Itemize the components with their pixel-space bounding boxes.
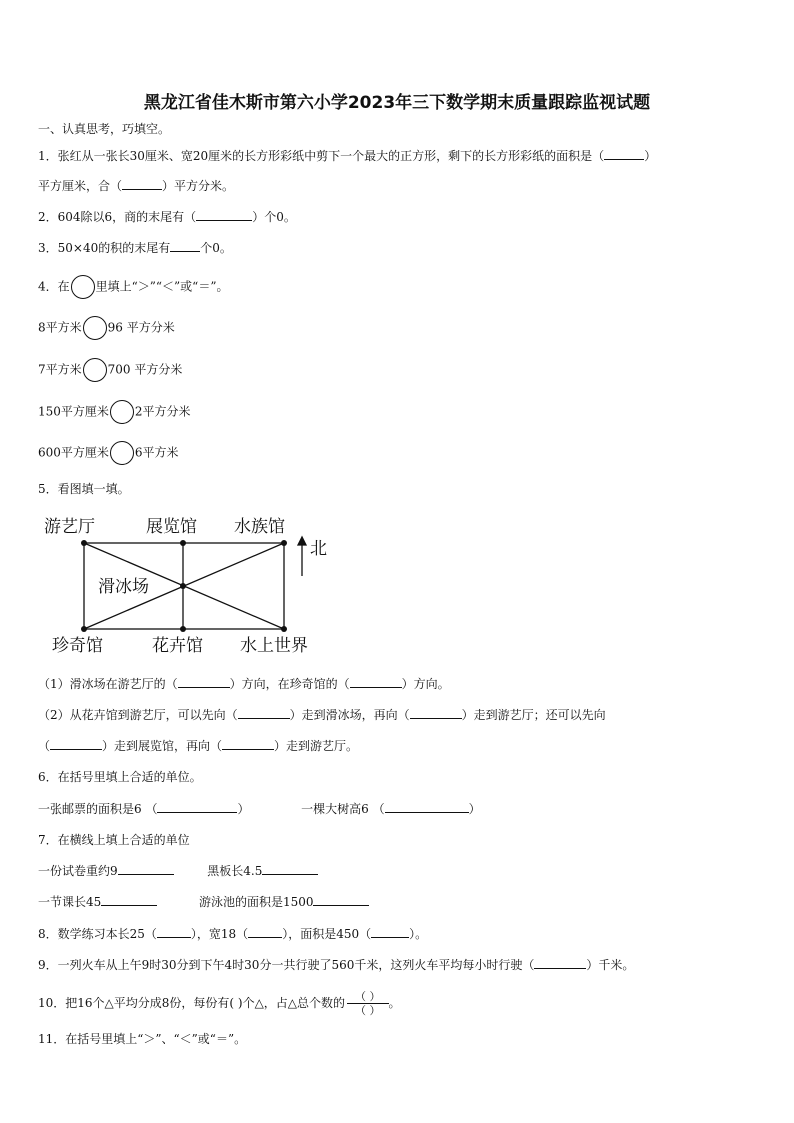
sub-2-text-end: ）走到游艺厅；还可以先向 <box>461 708 606 722</box>
compare-circle[interactable] <box>83 358 107 382</box>
map-point <box>281 626 287 632</box>
answer-blank[interactable] <box>350 676 402 688</box>
compare-left: 7平方米 <box>38 362 82 377</box>
question-2 <box>38 209 296 225</box>
question-4 <box>38 275 228 299</box>
fraction-answer[interactable] <box>347 990 389 1017</box>
compare-left: 8平方米 <box>38 320 82 335</box>
map-label-top-right: 水族馆 <box>234 517 285 537</box>
question-2-text-end: ）个0。 <box>252 210 296 224</box>
q7-item-d: 游泳池的面积是1500 <box>198 895 314 909</box>
question-10 <box>38 990 401 1017</box>
sub-2-text-end: ）走到游艺厅。 <box>274 739 359 753</box>
question-3-text: 3．50×40的积的末尾有 <box>38 241 171 255</box>
map-point <box>281 540 287 546</box>
answer-blank[interactable] <box>178 676 230 688</box>
section-heading: 一、认真思考，巧填空。 <box>38 122 171 136</box>
answer-blank[interactable] <box>248 926 282 938</box>
answer-blank[interactable] <box>238 707 290 719</box>
question-1-line-2 <box>38 178 234 194</box>
question-5-sub-1 <box>38 676 450 692</box>
question-1-text: 平方厘米，合（ <box>38 179 123 193</box>
map-label-bottom-middle: 花卉馆 <box>152 636 203 656</box>
question-1-text-end: ） <box>644 149 657 163</box>
question-1-text-end: ）平方分米。 <box>162 179 235 193</box>
question-6: 6．在括号里填上合适的单位。 <box>38 770 202 784</box>
compare-circle[interactable] <box>110 441 134 465</box>
answer-blank[interactable] <box>385 801 469 813</box>
compare-row <box>38 400 191 424</box>
map-label-bottom-right: 水上世界 <box>240 636 308 656</box>
question-7-row-2 <box>38 894 369 910</box>
compare-circle[interactable] <box>71 275 95 299</box>
compare-row <box>38 316 175 340</box>
compare-right: 700 平方分米 <box>107 362 183 377</box>
q6-item-b-end: ） <box>468 802 481 816</box>
q8-text-mid: ），宽18（ <box>190 927 249 941</box>
compare-row <box>38 358 182 382</box>
map-point <box>180 626 186 632</box>
north-arrow-head-icon <box>298 537 306 545</box>
question-9 <box>38 957 634 973</box>
compare-left: 600平方厘米 <box>38 445 109 460</box>
answer-blank[interactable] <box>313 894 369 906</box>
question-1-line-1 <box>38 148 656 164</box>
sub-2-text: （2）从花卉馆到游艺厅，可以先向（ <box>38 708 238 722</box>
map-label-center: 滑冰场 <box>98 577 149 597</box>
question-1-text: 1．张红从一张长30厘米、宽20厘米的长方形彩纸中剪下一个最大的正方形，剩下的长方形彩纸的面积是（ <box>38 149 605 163</box>
question-5: 5．看图填一填。 <box>38 482 130 496</box>
question-6-items <box>38 801 481 817</box>
compare-left: 150平方厘米 <box>38 404 109 419</box>
answer-blank[interactable] <box>101 894 157 906</box>
answer-blank[interactable] <box>534 957 586 969</box>
sub-1-text-mid: ）方向，在珍奇馆的（ <box>229 677 350 691</box>
q7-item-b: 黑板长4.5 <box>207 864 263 878</box>
fraction-denominator: （ ） <box>355 1004 381 1017</box>
answer-blank[interactable] <box>604 148 644 160</box>
question-3-text-end: 个0。 <box>200 241 232 255</box>
question-7-row-1 <box>38 863 318 879</box>
question-3 <box>38 240 232 256</box>
map-point <box>81 626 87 632</box>
sub-2-text-mid: ）走到滑冰场，再向（ <box>289 708 410 722</box>
fraction-numerator: （ ） <box>347 990 389 1004</box>
compare-circle[interactable] <box>83 316 107 340</box>
q7-item-c: 一节课长45 <box>38 895 102 909</box>
q9-text-end: ）千米。 <box>586 958 635 972</box>
sub-2-text-mid: ）走到展览馆，再向（ <box>102 739 223 753</box>
q10-text: 10．把16个△平均分成8份，每份有( )个△，占△总个数的 <box>38 996 346 1010</box>
compare-row <box>38 441 179 465</box>
page-title: 黑龙江省佳木斯市第六小学2023年三下数学期末质量跟踪监视试题 <box>143 93 651 113</box>
compare-right: 6平方米 <box>134 445 179 460</box>
map-label-top-left: 游艺厅 <box>44 517 95 537</box>
q8-text-mid: ），面积是450（ <box>282 927 372 941</box>
answer-blank[interactable] <box>157 926 191 938</box>
question-5-sub-2 <box>38 707 606 723</box>
question-11: 11．在括号里填上“＞”、“＜”或“＝”。 <box>38 1032 247 1046</box>
question-4-text-end: 里填上“＞”“＜”或“＝”。 <box>95 279 229 294</box>
answer-blank[interactable] <box>371 926 409 938</box>
answer-blank[interactable] <box>410 707 462 719</box>
answer-blank[interactable] <box>122 178 162 190</box>
map-point <box>180 583 186 589</box>
question-2-text: 2．604除以6，商的末尾有（ <box>38 210 197 224</box>
map-label-top-middle: 展览馆 <box>146 517 197 537</box>
sub-2-text-cont: （ <box>38 739 51 753</box>
map-label-bottom-left: 珍奇馆 <box>52 636 103 656</box>
question-7: 7．在横线上填上合适的单位 <box>38 833 190 847</box>
q6-item-a: 一张邮票的面积是6 （ <box>38 802 158 816</box>
answer-blank[interactable] <box>222 738 274 750</box>
direction-map <box>38 510 338 660</box>
answer-blank[interactable] <box>196 209 252 221</box>
answer-blank[interactable] <box>262 863 318 875</box>
sub-1-text-end: ）方向。 <box>401 677 450 691</box>
q8-text-end: ）。 <box>409 927 428 941</box>
q10-text-end: 。 <box>388 996 401 1010</box>
compare-circle[interactable] <box>110 400 134 424</box>
sub-1-text: （1）滑冰场在游艺厅的（ <box>38 677 178 691</box>
north-label: 北 <box>310 539 327 559</box>
q7-item-a: 一份试卷重约9 <box>38 864 118 878</box>
q6-item-a-end: ） <box>237 802 250 816</box>
answer-blank[interactable] <box>50 738 102 750</box>
answer-blank[interactable] <box>118 863 174 875</box>
question-8 <box>38 926 427 942</box>
compare-right: 2平方分米 <box>134 404 191 419</box>
question-4-text: 4．在 <box>38 279 70 294</box>
q9-text: 9．一列火车从上午9时30分到下午4时30分一共行驶了560千米，这列火车平均每小时行驶（ <box>38 958 535 972</box>
question-5-sub-2-cont <box>38 738 358 754</box>
map-point <box>180 540 186 546</box>
map-point <box>81 540 87 546</box>
answer-blank[interactable] <box>157 801 237 813</box>
compare-right: 96 平方分米 <box>107 320 175 335</box>
answer-blank[interactable] <box>170 240 200 252</box>
q8-text: 8．数学练习本长25（ <box>38 927 157 941</box>
q6-item-b: 一棵大树高6 （ <box>301 802 385 816</box>
